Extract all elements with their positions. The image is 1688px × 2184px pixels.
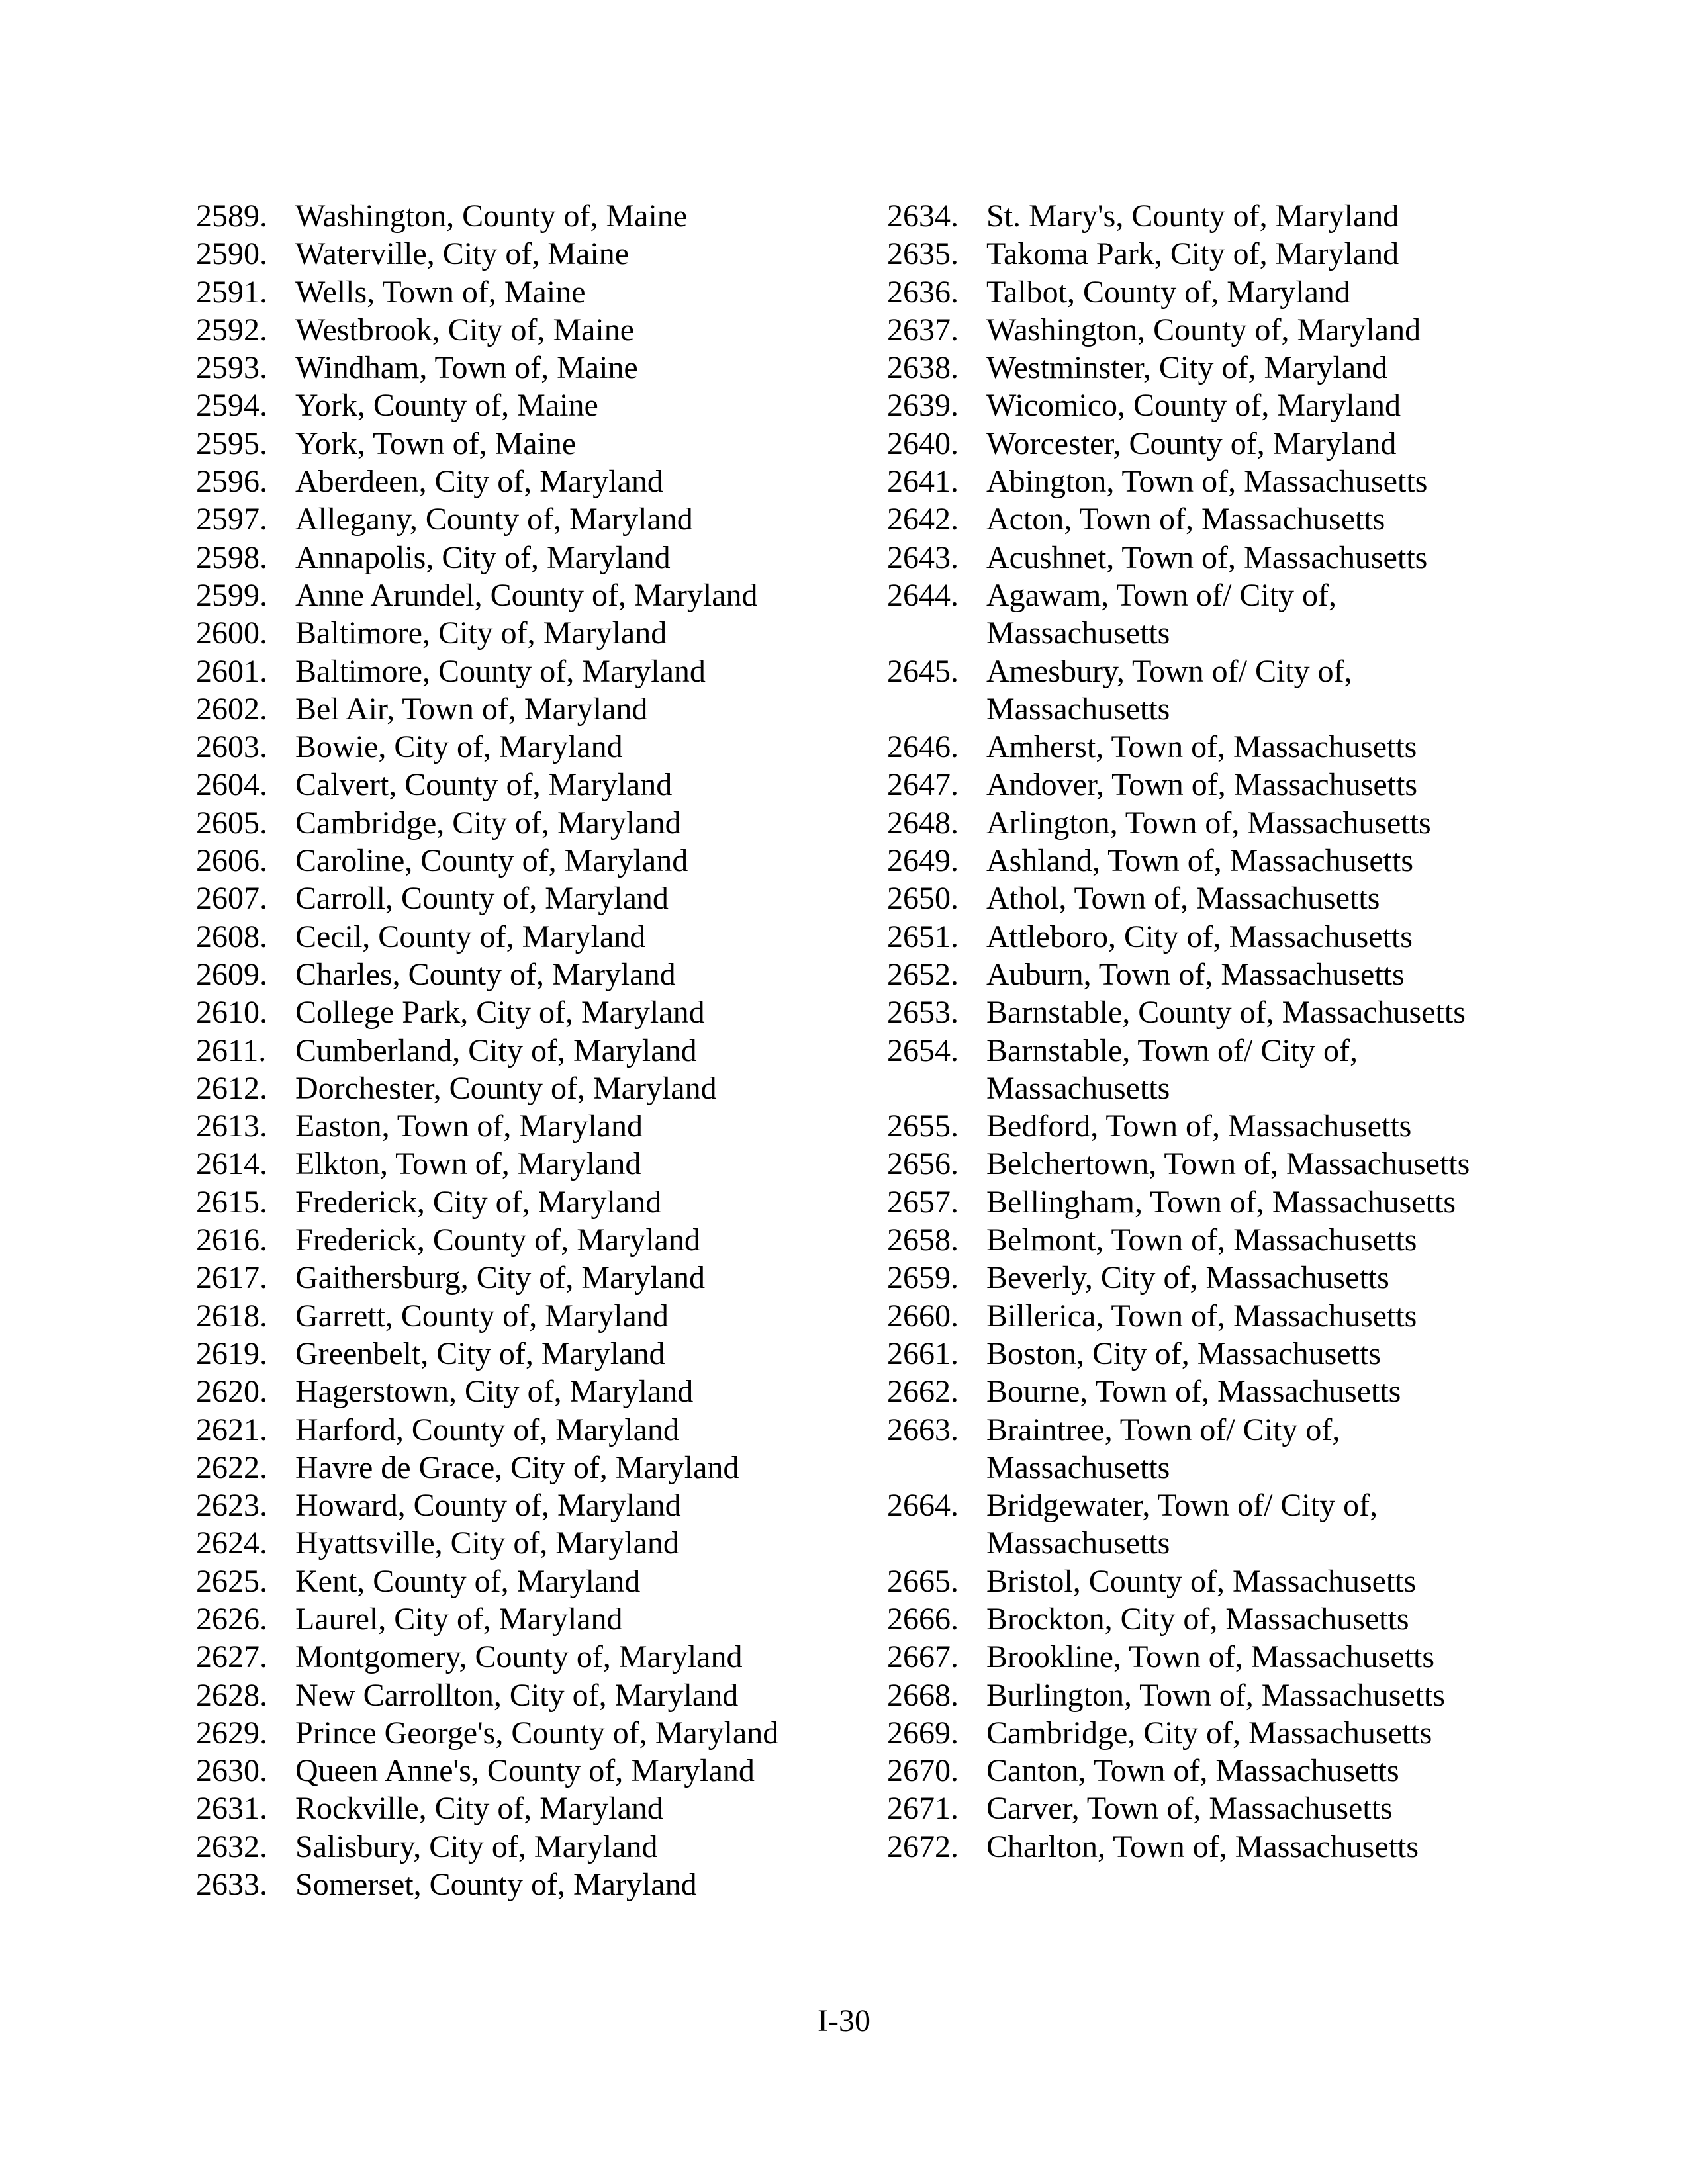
entry-name: Cumberland, City of, Maryland: [295, 1032, 697, 1068]
entry-name: Burlington, Town of, Massachusetts: [986, 1677, 1446, 1713]
entry-number: 2626.: [196, 1601, 267, 1637]
entry-number: 2627.: [196, 1639, 267, 1675]
list-item: [196, 273, 858, 311]
list-item: [887, 235, 1536, 273]
list-item: [196, 463, 858, 500]
entry-name: Bristol, County of, Massachusetts: [986, 1563, 1417, 1599]
entry-name: Billerica, Town of, Massachusetts: [986, 1298, 1417, 1334]
entry-name: Attleboro, City of, Massachusetts: [986, 919, 1413, 954]
entry-number: 2616.: [196, 1222, 267, 1258]
list-item: [196, 1297, 858, 1335]
list-item: [196, 690, 858, 728]
list-item: [196, 576, 858, 614]
list-item: [196, 993, 858, 1031]
list-item: [196, 1259, 858, 1297]
entry-number: 2609.: [196, 956, 267, 992]
right-column-list: [887, 197, 1536, 1866]
entry-name: Baltimore, County of, Maryland: [295, 653, 706, 689]
entry-number: 2648.: [887, 805, 959, 841]
entry-name: New Carrollton, City of, Maryland: [295, 1677, 739, 1713]
entry-name: Charlton, Town of, Massachusetts: [986, 1829, 1419, 1864]
list-item: [887, 804, 1536, 842]
entry-number: 2638.: [887, 350, 959, 386]
list-item: [887, 1752, 1536, 1790]
entry-name: Worcester, County of, Maryland: [986, 426, 1397, 461]
entry-number: 2595.: [196, 426, 267, 461]
entry-name: Cambridge, City of, Massachusetts: [986, 1715, 1432, 1751]
list-item: [887, 311, 1536, 349]
entry-number: 2611.: [196, 1032, 267, 1068]
entry-number: 2625.: [196, 1563, 267, 1599]
entry-number: 2620.: [196, 1374, 267, 1410]
entry-number: 2641.: [887, 464, 959, 500]
entry-number: 2665.: [887, 1563, 959, 1599]
entry-name: Bowie, City of, Maryland: [295, 729, 623, 765]
list-item: [887, 956, 1536, 993]
entry-name: Garrett, County of, Maryland: [295, 1298, 669, 1334]
entry-number: 2618.: [196, 1298, 267, 1334]
entry-number: 2615.: [196, 1184, 267, 1220]
entry-name: Cecil, County of, Maryland: [295, 919, 646, 954]
list-item: [887, 1032, 1536, 1108]
entry-name: Hagerstown, City of, Maryland: [295, 1374, 694, 1410]
entry-number: 2642.: [887, 502, 959, 537]
entry-name: Amherst, Town of, Massachusetts: [986, 729, 1417, 765]
list-item: [196, 197, 858, 235]
list-item: [887, 539, 1536, 576]
entry-name: Wells, Town of, Maine: [295, 274, 586, 310]
entry-name: Washington, County of, Maine: [295, 199, 688, 234]
list-item: [887, 842, 1536, 880]
list-item: [196, 1828, 858, 1866]
list-item: [887, 1411, 1536, 1487]
entry-number: 2639.: [887, 388, 959, 424]
list-item: [196, 425, 858, 463]
entry-name: Allegany, County of, Maryland: [295, 502, 693, 537]
entry-number: 2590.: [196, 236, 267, 272]
list-item: [196, 1752, 858, 1790]
entry-number: 2621.: [196, 1412, 267, 1447]
entry-name: Carroll, County of, Maryland: [295, 881, 669, 917]
list-item: [887, 387, 1536, 424]
list-item: [196, 1221, 858, 1259]
list-item: [887, 1828, 1536, 1866]
entry-name: Caroline, County of, Maryland: [295, 843, 688, 879]
entry-number: 2650.: [887, 881, 959, 917]
entry-number: 2637.: [887, 312, 959, 347]
list-item: [887, 653, 1536, 729]
list-item: [887, 500, 1536, 538]
entry-name: Talbot, County of, Maryland: [986, 274, 1350, 310]
entry-name: Aberdeen, City of, Maryland: [295, 464, 663, 500]
entry-name: Calvert, County of, Maryland: [295, 767, 673, 803]
entry-number: 2622.: [196, 1449, 267, 1485]
list-item: [196, 1866, 858, 1903]
list-item: [196, 387, 858, 424]
entry-name: Annapolis, City of, Maryland: [295, 539, 671, 575]
entry-name: Salisbury, City of, Maryland: [295, 1829, 658, 1864]
entry-name: Queen Anne's, County of, Maryland: [295, 1753, 755, 1789]
entry-name: Kent, County of, Maryland: [295, 1563, 641, 1599]
entry-number: 2660.: [887, 1298, 959, 1334]
entry-number: 2599.: [196, 577, 267, 613]
entry-number: 2658.: [887, 1222, 959, 1258]
entry-name: St. Mary's, County of, Maryland: [986, 199, 1399, 234]
entry-number: 2631.: [196, 1791, 267, 1827]
list-item: [196, 1714, 858, 1752]
list-item: [887, 1145, 1536, 1183]
entry-name: Charles, County of, Maryland: [295, 956, 676, 992]
entry-number: 2605.: [196, 805, 267, 841]
list-item: [887, 728, 1536, 766]
entry-number: 2628.: [196, 1677, 267, 1713]
list-item: [196, 1790, 858, 1827]
entry-name: Havre de Grace, City of, Maryland: [295, 1449, 739, 1485]
list-item: [887, 1373, 1536, 1410]
entry-name: Ashland, Town of, Massachusetts: [986, 843, 1414, 879]
entry-number: 2592.: [196, 312, 267, 347]
entry-name: Westminster, City of, Maryland: [986, 350, 1388, 386]
entry-name: Barnstable, Town of/ City of, Massachusetts: [986, 1032, 1358, 1106]
entry-number: 2630.: [196, 1753, 267, 1789]
entry-number: 2635.: [887, 236, 959, 272]
entry-name: Gaithersburg, City of, Maryland: [295, 1260, 706, 1296]
entry-name: Laurel, City of, Maryland: [295, 1601, 623, 1637]
list-item: [196, 842, 858, 880]
entry-name: Easton, Town of, Maryland: [295, 1109, 643, 1144]
entry-number: 2602.: [196, 691, 267, 727]
entry-name: Bourne, Town of, Massachusetts: [986, 1374, 1401, 1410]
entry-name: Belmont, Town of, Massachusetts: [986, 1222, 1417, 1258]
list-item: [887, 1259, 1536, 1297]
entry-name: Waterville, City of, Maine: [295, 236, 629, 272]
entry-name: Brookline, Town of, Massachusetts: [986, 1639, 1435, 1675]
entry-number: 2669.: [887, 1715, 959, 1751]
entry-name: Beverly, City of, Massachusetts: [986, 1260, 1389, 1296]
entry-number: 2598.: [196, 539, 267, 575]
entry-number: 2619.: [196, 1336, 267, 1371]
entry-number: 2633.: [196, 1867, 267, 1903]
entry-number: 2664.: [887, 1488, 959, 1524]
list-item: [196, 500, 858, 538]
entry-name: Arlington, Town of, Massachusetts: [986, 805, 1431, 841]
list-item: [196, 1069, 858, 1107]
entry-number: 2600.: [196, 615, 267, 651]
entry-name: Auburn, Town of, Massachusetts: [986, 956, 1405, 992]
list-item: [887, 1563, 1536, 1600]
entry-name: Takoma Park, City of, Maryland: [986, 236, 1399, 272]
entry-name: Frederick, County of, Maryland: [295, 1222, 700, 1258]
entry-name: Somerset, County of, Maryland: [295, 1867, 697, 1903]
entry-name: Greenbelt, City of, Maryland: [295, 1336, 665, 1371]
entry-number: 2667.: [887, 1639, 959, 1675]
entry-name: Windham, Town of, Maine: [295, 350, 638, 386]
entry-name: Canton, Town of, Massachusetts: [986, 1753, 1399, 1789]
entry-name: Rockville, City of, Maryland: [295, 1791, 663, 1827]
entry-number: 2662.: [887, 1374, 959, 1410]
list-item: [887, 463, 1536, 500]
list-item: [196, 804, 858, 842]
entry-number: 2649.: [887, 843, 959, 879]
entry-name: Belchertown, Town of, Massachusetts: [986, 1146, 1470, 1182]
entry-number: 2636.: [887, 274, 959, 310]
entry-name: Baltimore, City of, Maryland: [295, 615, 667, 651]
entry-number: 2659.: [887, 1260, 959, 1296]
entry-number: 2613.: [196, 1109, 267, 1144]
list-item: [196, 1411, 858, 1449]
list-item: [196, 1373, 858, 1410]
entry-number: 2645.: [887, 653, 959, 689]
entry-number: 2634.: [887, 199, 959, 234]
entry-name: York, Town of, Maine: [295, 426, 577, 461]
list-item: [887, 273, 1536, 311]
list-item: [196, 235, 858, 273]
entry-number: 2603.: [196, 729, 267, 765]
entry-name: Prince George's, County of, Maryland: [295, 1715, 779, 1751]
entry-name: Frederick, City of, Maryland: [295, 1184, 662, 1220]
entry-name: Carver, Town of, Massachusetts: [986, 1791, 1393, 1827]
list-item: [887, 425, 1536, 463]
list-item: [887, 766, 1536, 803]
entry-number: 2594.: [196, 388, 267, 424]
entry-number: 2655.: [887, 1109, 959, 1144]
entry-number: 2629.: [196, 1715, 267, 1751]
list-item: [887, 1714, 1536, 1752]
entry-number: 2647.: [887, 767, 959, 803]
entry-name: College Park, City of, Maryland: [295, 995, 705, 1030]
entry-name: Bellingham, Town of, Massachusetts: [986, 1184, 1456, 1220]
entry-number: 2597.: [196, 502, 267, 537]
list-item: [887, 1297, 1536, 1335]
entry-name: Bedford, Town of, Massachusetts: [986, 1109, 1412, 1144]
list-item: [887, 1221, 1536, 1259]
list-item: [196, 1145, 858, 1183]
list-item: [196, 539, 858, 576]
entry-name: Bridgewater, Town of/ City of, Massachusetts: [986, 1488, 1378, 1561]
entry-number: 2643.: [887, 539, 959, 575]
entry-number: 2610.: [196, 995, 267, 1030]
list-item: [196, 653, 858, 690]
list-item: [887, 1486, 1536, 1563]
list-item: [196, 1183, 858, 1221]
list-item: [887, 1790, 1536, 1827]
list-item: [887, 1638, 1536, 1676]
entry-number: 2644.: [887, 577, 959, 613]
list-item: [196, 1676, 858, 1714]
left-column-list: [196, 197, 858, 1903]
entry-number: 2670.: [887, 1753, 959, 1789]
list-item: [196, 1638, 858, 1676]
list-item: [196, 956, 858, 993]
entry-number: 2604.: [196, 767, 267, 803]
entry-number: 2591.: [196, 274, 267, 310]
list-item: [887, 197, 1536, 235]
entry-number: 2656.: [887, 1146, 959, 1182]
entry-name: Elkton, Town of, Maryland: [295, 1146, 641, 1182]
entry-number: 2654.: [887, 1032, 959, 1068]
list-item: [196, 1524, 858, 1562]
entry-number: 2663.: [887, 1412, 959, 1447]
entry-number: 2661.: [887, 1336, 959, 1371]
list-item: [887, 1183, 1536, 1221]
entry-name: Dorchester, County of, Maryland: [295, 1070, 717, 1106]
list-item: [196, 1032, 858, 1069]
entry-name: York, County of, Maine: [295, 388, 598, 424]
entry-number: 2596.: [196, 464, 267, 500]
list-item: [196, 728, 858, 766]
entry-name: Montgomery, County of, Maryland: [295, 1639, 743, 1675]
entry-number: 2657.: [887, 1184, 959, 1220]
list-item: [887, 349, 1536, 387]
entry-name: Cambridge, City of, Maryland: [295, 805, 681, 841]
entry-number: 2607.: [196, 881, 267, 917]
list-item: [887, 880, 1536, 917]
entry-number: 2668.: [887, 1677, 959, 1713]
entry-number: 2608.: [196, 919, 267, 954]
list-item: [196, 880, 858, 917]
list-item: [887, 576, 1536, 653]
list-item: [196, 1563, 858, 1600]
list-item: [196, 1107, 858, 1145]
entry-number: 2653.: [887, 995, 959, 1030]
entry-name: Howard, County of, Maryland: [295, 1488, 681, 1524]
page-number: I-30: [818, 2003, 870, 2038]
entry-number: 2623.: [196, 1488, 267, 1524]
entry-number: 2612.: [196, 1070, 267, 1106]
entry-name: Athol, Town of, Massachusetts: [986, 881, 1380, 917]
entry-number: 2589.: [196, 199, 267, 234]
entry-name: Harford, County of, Maryland: [295, 1412, 679, 1447]
entry-number: 2601.: [196, 653, 267, 689]
entry-number: 2632.: [196, 1829, 267, 1864]
entry-number: 2617.: [196, 1260, 267, 1296]
list-item: [887, 1676, 1536, 1714]
entry-name: Amesbury, Town of/ City of, Massachusetts: [986, 653, 1352, 727]
entry-name: Acton, Town of, Massachusetts: [986, 502, 1385, 537]
entry-name: Brockton, City of, Massachusetts: [986, 1601, 1409, 1637]
entry-name: Washington, County of, Maryland: [986, 312, 1421, 347]
entry-name: Hyattsville, City of, Maryland: [295, 1525, 679, 1561]
entry-name: Agawam, Town of/ City of, Massachusetts: [986, 577, 1337, 651]
list-item: [887, 1335, 1536, 1373]
entry-number: 2671.: [887, 1791, 959, 1827]
entry-name: Wicomico, County of, Maryland: [986, 388, 1401, 424]
list-item: [196, 766, 858, 803]
list-item: [887, 1107, 1536, 1145]
entry-number: 2651.: [887, 919, 959, 954]
list-item: [196, 1449, 858, 1486]
entry-number: 2646.: [887, 729, 959, 765]
entry-number: 2652.: [887, 956, 959, 992]
entry-number: 2614.: [196, 1146, 267, 1182]
entry-name: Abington, Town of, Massachusetts: [986, 464, 1428, 500]
entry-number: 2640.: [887, 426, 959, 461]
entry-number: 2666.: [887, 1601, 959, 1637]
list-item: [196, 614, 858, 652]
entry-number: 2672.: [887, 1829, 959, 1864]
list-item: [887, 993, 1536, 1031]
list-item: [887, 918, 1536, 956]
list-item: [196, 1600, 858, 1638]
list-item: [196, 1486, 858, 1524]
entry-name: Acushnet, Town of, Massachusetts: [986, 539, 1428, 575]
entry-name: Anne Arundel, County of, Maryland: [295, 577, 758, 613]
entry-name: Barnstable, County of, Massachusetts: [986, 995, 1466, 1030]
entry-number: 2624.: [196, 1525, 267, 1561]
entry-name: Boston, City of, Massachusetts: [986, 1336, 1381, 1371]
entry-number: 2606.: [196, 843, 267, 879]
list-item: [196, 1335, 858, 1373]
entry-name: Bel Air, Town of, Maryland: [295, 691, 648, 727]
entry-name: Andover, Town of, Massachusetts: [986, 767, 1418, 803]
list-item: [887, 1600, 1536, 1638]
list-item: [196, 349, 858, 387]
entry-number: 2593.: [196, 350, 267, 386]
list-item: [196, 918, 858, 956]
list-item: [196, 311, 858, 349]
entry-name: Westbrook, City of, Maine: [295, 312, 635, 347]
entry-name: Braintree, Town of/ City of, Massachusetts: [986, 1412, 1340, 1485]
